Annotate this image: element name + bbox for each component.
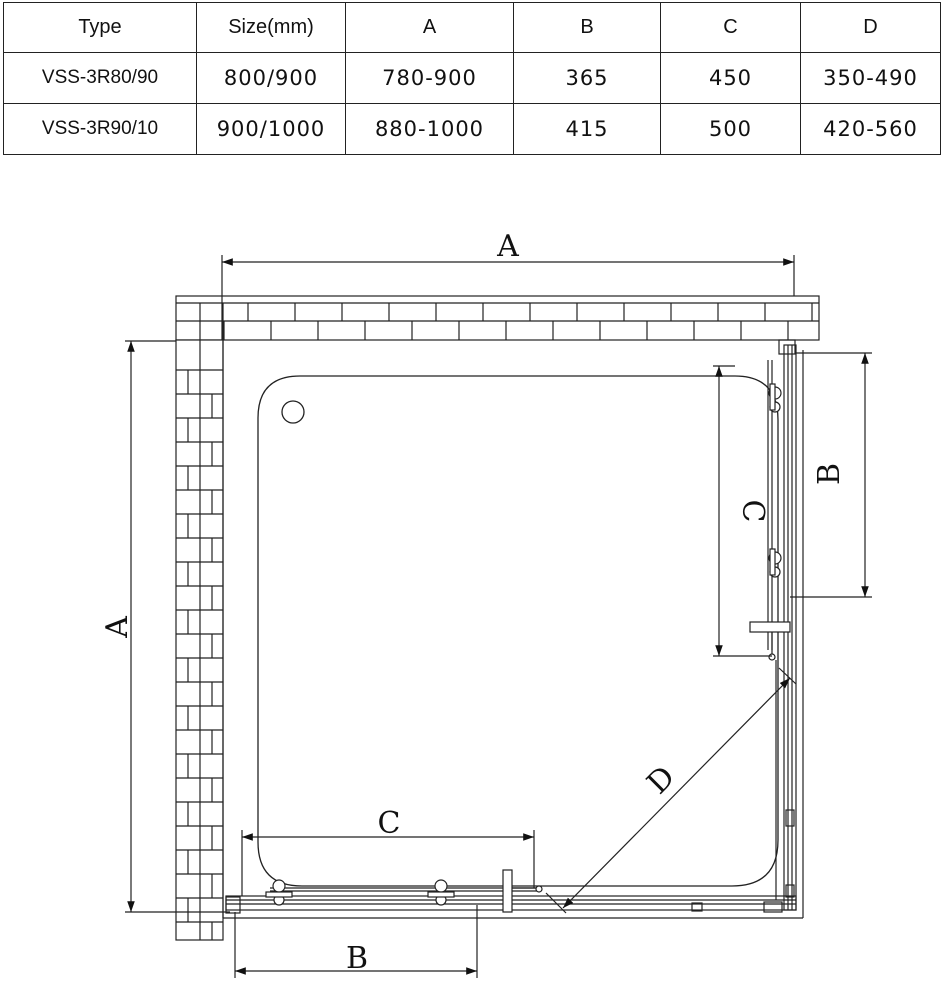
cell-c: 500 [661,104,801,155]
left-brick-wall [176,340,223,940]
label-right-b: B [812,462,847,486]
label-inner-c-horizontal: C [377,806,401,841]
roller-fitting-3 [769,384,781,412]
cell-d: 420-560 [801,104,941,155]
cell-b: 365 [514,53,661,104]
label-left-a: A [100,616,135,638]
cell-size: 900/1000 [197,104,346,155]
label-bottom-b: B [345,941,369,976]
floor-outline [223,340,803,918]
label-diagonal-d: D [640,759,683,802]
header-type: Type [4,3,197,53]
cell-a: 780-900 [346,53,514,104]
cell-b: 415 [514,104,661,155]
cell-type: VSS-3R90/10 [4,104,197,155]
cell-d: 350-490 [801,53,941,104]
cell-type: VSS-3R80/90 [4,53,197,104]
cell-c: 450 [661,53,801,104]
top-brick-wall [176,296,819,340]
shower-tray [258,376,778,886]
drain-circle [282,401,304,423]
roller-fitting-2 [428,880,454,905]
roller-fitting-4 [769,549,781,577]
label-inner-c-vertical: C [735,499,770,523]
cell-size: 800/900 [197,53,346,104]
label-top-a: A [497,229,519,264]
header-d: D [801,3,941,53]
header-b: B [514,3,661,53]
cell-a: 880-1000 [346,104,514,155]
dim-diagonal-d-line [563,678,790,908]
header-size: Size(mm) [197,3,346,53]
header-a: A [346,3,514,53]
header-c: C [661,3,801,53]
roller-fitting-1 [266,880,292,905]
